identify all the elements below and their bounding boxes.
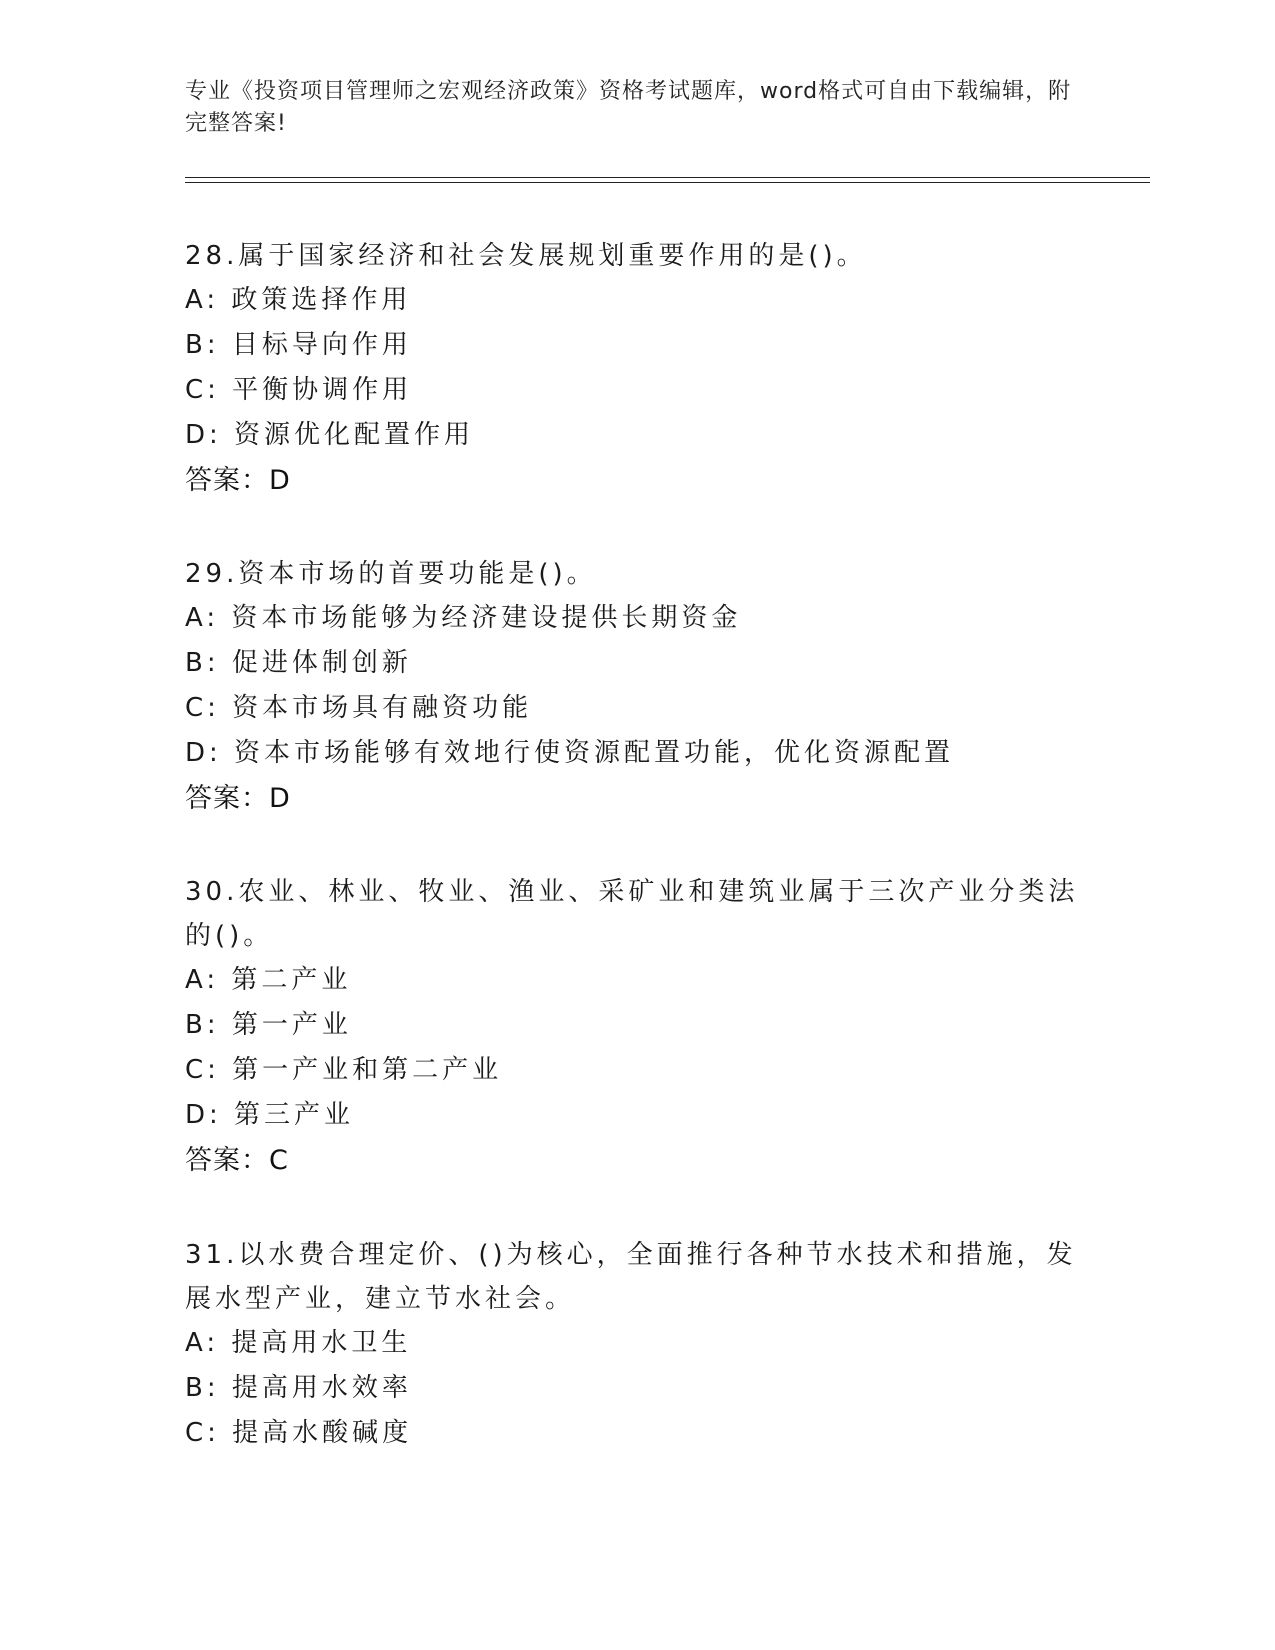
header-divider-bottom — [185, 182, 1150, 183]
question-29 — [185, 552, 1085, 822]
answer: 答案：D — [185, 783, 291, 814]
option-c: C: 资本市场具有融资功能 — [185, 693, 533, 723]
option-d: D: 资本市场能够有效地行使资源配置功能，优化资源配置 — [185, 738, 955, 768]
question-28 — [185, 234, 1085, 504]
option-c: C: 提高水酸碱度 — [185, 1418, 413, 1448]
answer: 答案：C — [185, 1145, 289, 1176]
option-d: D: 第三产业 — [185, 1100, 355, 1130]
option-b: B: 促进体制创新 — [185, 648, 412, 678]
option-c: C: 平衡协调作用 — [185, 375, 413, 405]
header-divider-top — [185, 177, 1150, 178]
option-b: B: 提高用水效率 — [185, 1373, 412, 1403]
option-d: D: 资源优化配置作用 — [185, 420, 475, 450]
option-c: C: 第一产业和第二产业 — [185, 1055, 503, 1085]
question-stem: 30.农业、林业、牧业、渔业、采矿业和建筑业属于三次产业分类法的()。 — [185, 877, 1079, 951]
option-a: A: 资本市场能够为经济建设提供长期资金 — [185, 603, 742, 633]
option-b: B: 目标导向作用 — [185, 330, 412, 360]
question-31 — [185, 1233, 1085, 1456]
option-a: A: 政策选择作用 — [185, 285, 412, 315]
question-stem: 28.属于国家经济和社会发展规划重要作用的是()。 — [185, 241, 867, 271]
document-header: 专业《投资项目管理师之宏观经济政策》资格考试题库，word格式可自由下载编辑，附完整答案! — [185, 79, 1072, 136]
option-a: A: 第二产业 — [185, 965, 352, 995]
option-a: A: 提高用水卫生 — [185, 1328, 412, 1358]
question-stem: 29.资本市场的首要功能是()。 — [185, 559, 597, 589]
question-stem: 31.以水费合理定价、()为核心，全面推行各种节水技术和措施，发展水型产业，建立节水社会。 — [185, 1240, 1077, 1314]
answer: 答案：D — [185, 465, 291, 496]
question-30 — [185, 870, 1085, 1184]
option-b: B: 第一产业 — [185, 1010, 352, 1040]
